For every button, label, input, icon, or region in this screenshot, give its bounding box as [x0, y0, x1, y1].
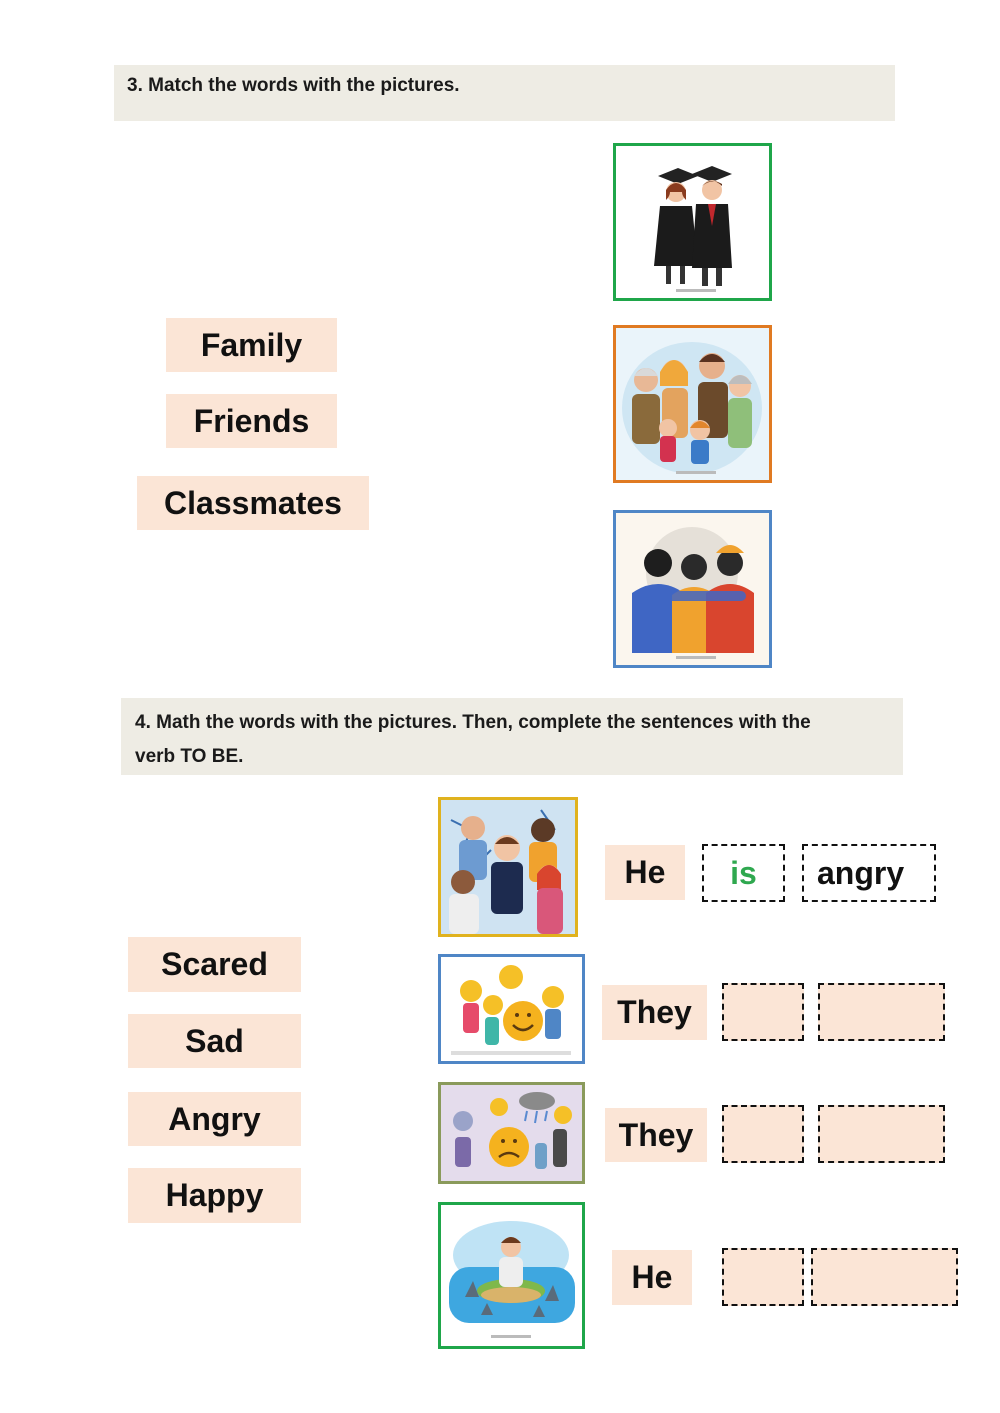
sentence-1-verb-slot[interactable]	[702, 844, 785, 902]
graduates-picture-icon[interactable]	[613, 143, 772, 301]
word-happy[interactable]	[128, 1168, 301, 1223]
exercise-3-instruction-text: 3. Match the words with the pictures.	[127, 75, 460, 96]
exercise-3-instruction	[114, 65, 895, 121]
word-classmates[interactable]	[137, 476, 369, 530]
word-sad[interactable]	[128, 1014, 301, 1068]
sentence-1-adjective-slot[interactable]	[802, 844, 936, 902]
word-scared-label: Scared	[161, 946, 268, 982]
sentence-2-subject-text: They	[617, 994, 692, 1030]
sentence-3-subject-text: They	[618, 1116, 694, 1153]
sentence-4-verb-slot[interactable]	[722, 1248, 804, 1306]
word-family[interactable]	[166, 318, 337, 372]
word-family-label: Family	[200, 326, 303, 363]
sentence-3-subject	[605, 1108, 707, 1162]
sentence-3-verb-slot[interactable]	[722, 1105, 804, 1163]
exercise-4-instruction-line-1: 4. Math the words with the pictures. Then, complete the sentences with the	[135, 712, 811, 733]
family-picture-icon[interactable]	[613, 325, 772, 483]
sentence-1-verb-answer: is	[730, 854, 757, 891]
happy-emoji-people-picture-icon[interactable]	[438, 954, 585, 1064]
sentence-4-subject	[612, 1250, 692, 1305]
sentence-2-verb-slot[interactable]	[722, 983, 804, 1041]
word-friends-label: Friends	[193, 402, 310, 439]
word-classmates-label: Classmates	[164, 484, 342, 521]
sentence-3-adjective-slot[interactable]	[818, 1105, 945, 1163]
exercise-4-instruction-line-2: verb TO BE.	[135, 746, 244, 767]
friends-hugging-picture-icon[interactable]	[613, 510, 772, 668]
sentence-1-subject	[605, 845, 685, 900]
word-scared[interactable]	[128, 937, 301, 992]
exercise-4-instruction	[121, 698, 903, 775]
sentence-4-adjective-slot[interactable]	[811, 1248, 958, 1306]
word-angry[interactable]	[128, 1092, 301, 1146]
sentence-1-subject-text: He	[624, 854, 666, 890]
word-happy-label: Happy	[165, 1177, 264, 1213]
sentence-2-subject	[602, 985, 707, 1040]
angry-people-picture-icon[interactable]	[438, 797, 578, 937]
word-friends[interactable]	[166, 394, 337, 448]
sad-emoji-people-picture-icon[interactable]	[438, 1082, 585, 1184]
sentence-4-subject-text: He	[631, 1259, 673, 1295]
sentence-1-adjective-answer: angry	[817, 854, 905, 891]
word-sad-label: Sad	[185, 1022, 244, 1059]
sentence-2-adjective-slot[interactable]	[818, 983, 945, 1041]
word-angry-label: Angry	[168, 1100, 261, 1137]
man-on-island-sharks-picture-icon[interactable]	[438, 1202, 585, 1349]
